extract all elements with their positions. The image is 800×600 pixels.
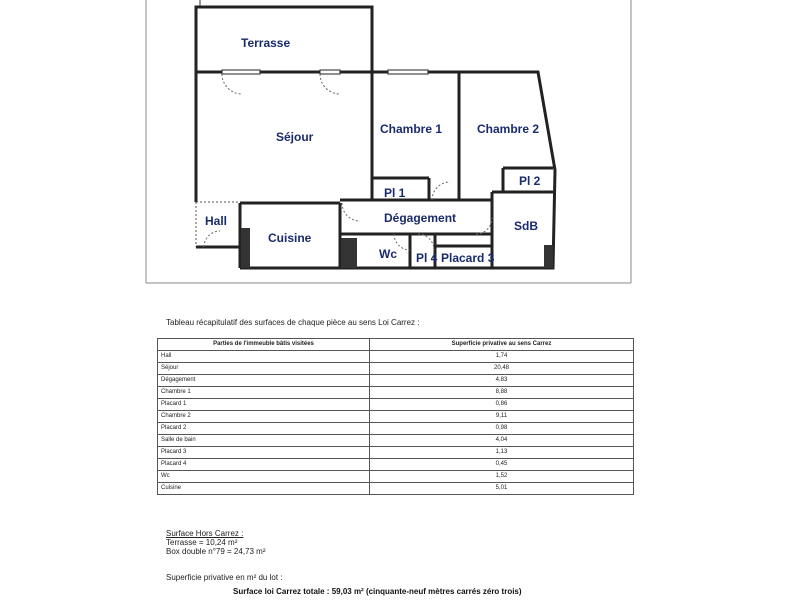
wall-block-sdb (544, 245, 553, 268)
room-label-terrasse: Terrasse (241, 36, 291, 50)
row-name: Hall (158, 351, 370, 363)
door-swing-sejour (222, 74, 242, 94)
table-row (158, 447, 634, 459)
door-swing-ch1 (432, 182, 450, 200)
row-value: 5,01 (370, 483, 634, 495)
hors-carrez-line: Terrasse = 10,24 m² (166, 538, 238, 547)
wall-block-wc (341, 238, 357, 268)
hors-carrez-line: Box double n°79 = 24,73 m² (166, 547, 266, 556)
door-swing-deg (342, 203, 360, 221)
table-row (158, 459, 634, 471)
door-swing-sdb (476, 218, 492, 234)
window-1 (222, 70, 260, 74)
row-name: Placard 1 (158, 399, 370, 411)
window-3 (388, 70, 428, 74)
table-row (158, 363, 634, 375)
room-label-chambre1: Chambre 1 (380, 122, 443, 136)
header-superficie: Superficie privative au sens Carrez (370, 339, 634, 351)
hors-carrez-title: Surface Hors Carrez : (166, 529, 244, 538)
window-2 (320, 70, 340, 74)
room-label-wc: Wc (379, 247, 397, 261)
row-value: 0,45 (370, 459, 634, 471)
row-value: 4,83 (370, 375, 634, 387)
wall-block-cuisine (241, 228, 250, 268)
room-label-sejour: Séjour (276, 130, 314, 144)
header-parties: Parties de l'immeuble bâtis visitées (158, 339, 370, 351)
row-value: 9,11 (370, 411, 634, 423)
table-row (158, 351, 634, 363)
room-label-pl1: Pl 1 (384, 186, 406, 200)
row-name: Cuisine (158, 483, 370, 495)
room-label-sdb: SdB (514, 219, 538, 233)
row-value: 1,74 (370, 351, 634, 363)
door-swing-terrasse (320, 74, 340, 94)
surface-table (157, 338, 634, 495)
total-surface: Surface loi Carrez totale : 59,03 m² (cinquante-neuf mètres carrés zéro trois) (233, 587, 522, 596)
room-label-cuisine: Cuisine (268, 231, 312, 245)
row-name: Séjour (158, 363, 370, 375)
table-caption: Tableau récapitulatif des surfaces de chaque pièce au sens Loi Carrez : (166, 318, 420, 327)
row-name: Placard 4 (158, 459, 370, 471)
room-label-placard3: Placard 3 (441, 251, 495, 265)
row-name: Wc (158, 471, 370, 483)
row-name: Chambre 1 (158, 387, 370, 399)
row-name: Chambre 2 (158, 411, 370, 423)
row-value: 8,88 (370, 387, 634, 399)
table-row (158, 423, 634, 435)
table-row (158, 483, 634, 495)
row-name: Placard 3 (158, 447, 370, 459)
table-row (158, 375, 634, 387)
door-swing-hall (204, 231, 220, 247)
room-label-hall: Hall (205, 214, 228, 228)
row-value: 20,48 (370, 363, 634, 375)
privative-label: Superficie privative en m² du lot : (166, 573, 283, 582)
table-header-row (158, 339, 634, 351)
hors-carrez-block (166, 529, 266, 556)
hall-wall (196, 247, 240, 268)
row-name: Placard 2 (158, 423, 370, 435)
row-name: Salle de bain (158, 435, 370, 447)
row-value: 0,98 (370, 423, 634, 435)
table-row (158, 435, 634, 447)
table-row (158, 411, 634, 423)
row-value: 4,04 (370, 435, 634, 447)
room-label-chambre2: Chambre 2 (477, 122, 540, 136)
table-row (158, 399, 634, 411)
row-value: 0,86 (370, 399, 634, 411)
room-label-pl2: Pl 2 (519, 174, 541, 188)
row-name: Dégagement (158, 375, 370, 387)
door-swing-pl4 (418, 234, 434, 250)
table-row (158, 471, 634, 483)
room-label-degagement: Dégagement (384, 211, 457, 225)
row-value: 1,13 (370, 447, 634, 459)
row-value: 1,52 (370, 471, 634, 483)
table-row (158, 387, 634, 399)
room-label-pl4: Pl 4 (416, 251, 438, 265)
